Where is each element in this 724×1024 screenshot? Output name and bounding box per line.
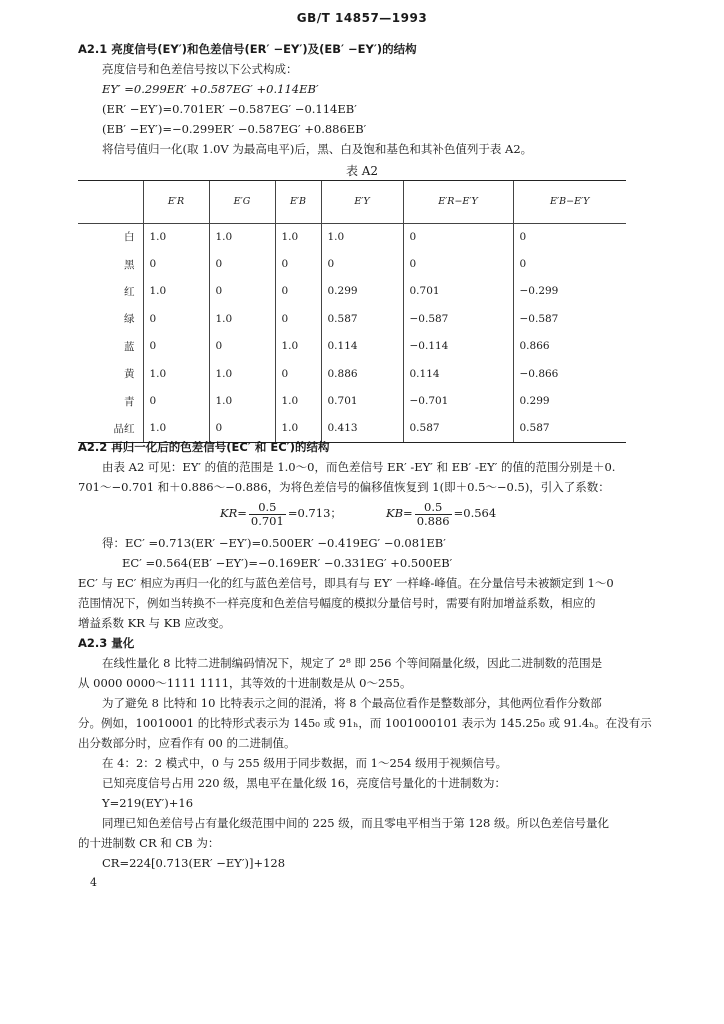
table-row [78,278,626,305]
section-a23-p6: 在 4：2：2 模式中，0 与 255 级用于同步数据，而 1～254 级用于视频信号。 [102,756,508,770]
formula-eb-ey: (EB′ −EY′)=−0.299ER′ −0.587EG′ +0.886EB′ [102,122,367,136]
table-row [78,387,626,414]
table-cell: 1.0 [275,223,321,250]
table-cell: −0.701 [403,387,513,414]
formula-cr: CR=224[0.713(ER′ −EY′)]+128 [102,856,286,870]
row-label: 黄 [124,368,135,381]
section-a21-intro: 亮度信号和色差信号按以下公式构成： [102,62,298,76]
row-label: 蓝 [124,340,135,353]
section-a23-p8: 同理已知色差信号占有量化级范围中间的 225 级，而且零电平相当于第 128 级。所以色差信号量化 [102,816,610,830]
table-header-row [78,181,626,223]
table-cell: 0 [275,278,321,305]
table-cell: −0.587 [403,305,513,332]
section-a21-note: 将信号值归一化(取 1.0V 为最高电平)后，黑、白及饱和基色和其补色值列于表 A2。 [102,142,533,156]
table-cell: 0.886 [321,360,403,387]
section-a22-p1: 由表 A2 可见：EY′ 的值的范围是 1.0～0，而色差信号 ER′ -EY′ 和 EB′ -EY′ 的值的范围分别是＋0. [102,460,616,474]
page-number: 4 [90,876,97,889]
kb-label: KB= [386,506,413,520]
page-header: GB/T 14857—1993 [296,11,428,25]
table-cell: 1.0 [209,305,275,332]
formula-y: Y=219(EY′)+16 [102,796,194,810]
table-cell: 0 [403,223,513,250]
kb-denominator: 0.886 [416,513,450,528]
section-a23-p9: 的十进制数 CR 和 CB 为： [78,836,220,850]
table-cell: 0 [275,360,321,387]
table-cell: 1.0 [143,223,209,250]
table-row [78,415,626,442]
table-cell: 0 [209,333,275,360]
row-label: 青 [124,395,135,408]
section-a22-p5: 增益系数 KR 与 KB 应改变。 [78,616,231,630]
table-cell: 1.0 [321,223,403,250]
kr-fraction [249,501,286,528]
table-cell: 0 [143,305,209,332]
kr-value: =0.713； [287,506,342,520]
header-cell: E′R [143,181,209,223]
formula-ec-red: 得：EC′ =0.713(ER′ −EY′)=0.500ER′ −0.419EG′ −0.081EB′ [102,536,446,550]
table-cell: 0 [209,415,275,442]
table-cell: 0 [275,305,321,332]
table-cell: 0.866 [513,333,626,360]
table-cell: 0.701 [321,387,403,414]
kr-numerator: 0.5 [249,501,286,515]
header-cell: E′B−E′Y [513,181,626,223]
section-a23-p7: 已知亮度信号占用 220 级，黑电平在量化级 16，亮度信号量化的十进制数为： [102,776,507,790]
table-cell: 0 [403,250,513,277]
table-row [78,305,626,332]
section-a23-p3: 为了避免 8 比特和 10 比特表示之间的混淆，将 8 个最高位看作是整数部分，其他两位看作分数部 [102,696,602,710]
table-cell: 0.413 [321,415,403,442]
kb-fraction [415,501,452,528]
table-cell: 0.587 [321,305,403,332]
row-label: 绿 [124,313,135,326]
table-cell: 1.0 [143,415,209,442]
header-cell: E′R−E′Y [403,181,513,223]
row-label: 品红 [113,422,135,435]
table-cell: 0.114 [321,333,403,360]
table-cell: −0.299 [513,278,626,305]
table-cell: 0.299 [321,278,403,305]
formula-ey: EY′ =0.299ER′ +0.587EG′ +0.114EB′ [102,82,319,96]
table-cell: 0 [209,278,275,305]
header-cell: E′B [275,181,321,223]
table-row [78,360,626,387]
table-cell: −0.114 [403,333,513,360]
section-a23-p2: 从 0000 0000～1111 1111，其等效的十进制数是从 0～255。 [78,676,412,690]
section-a23-p5: 出分数部分时，应看作有 00 的二进制值。 [78,736,296,750]
table-cell: 0 [321,250,403,277]
table-cell: 0 [143,333,209,360]
row-label: 白 [124,231,135,244]
table-cell: 1.0 [143,360,209,387]
kb-numerator: 0.5 [415,501,452,515]
formula-er-ey: (ER′ −EY′)=0.701ER′ −0.587EG′ −0.114EB′ [102,102,357,116]
table-cell: 0 [209,250,275,277]
kr-denominator: 0.701 [250,513,284,528]
header-cell: E′G [209,181,275,223]
table-cell: 1.0 [209,223,275,250]
table-cell: −0.587 [513,305,626,332]
table-cell: 1.0 [209,387,275,414]
table-a2 [78,180,626,443]
section-a22-p2: 701～−0.701 和＋0.886～−0.886，为将色差信号的偏移值恢复到 1(即＋0.5～−0.5)，引入了系数： [78,480,610,494]
row-label: 黑 [124,258,135,271]
table-cell: 1.0 [209,360,275,387]
table-cell: −0.866 [513,360,626,387]
section-a22-p3: EC′ 与 EC′ 相应为再归一化的红与蓝色差信号，即具有与 EY′ 一样峰-峰值。在分量信号未被额定到 1～0 [78,576,614,590]
section-a22-p4: 范围情况下，例如当转换不一样亮度和色差信号幅度的模拟分量信号时，需要有附加增益系数，相应的 [78,596,596,610]
formula-ec-blue: EC′ =0.564(EB′ −EY′)=−0.169ER′ −0.331EG′ +0.500EB′ [122,556,453,570]
kb-value: =0.564 [453,506,497,520]
section-a23-p1: 在线性量化 8 比特二进制编码情况下，规定了 2⁸ 即 256 个等间隔量化级，因此二进制数的范围是 [102,656,603,670]
table-cell: 1.0 [143,278,209,305]
table-cell: 0.587 [513,415,626,442]
table-cell: 0.701 [403,278,513,305]
table-title: 表 A2 [345,164,379,178]
table-cell: 0 [513,223,626,250]
kr-formula [220,499,342,528]
table-cell: 1.0 [275,333,321,360]
table-cell: 0 [275,250,321,277]
table-row [78,223,626,250]
section-a21-heading: A2.1 亮度信号(EY′)和色差信号(ER′ −EY′)及(EB′ −EY′)的结构 [78,42,417,56]
table-cell: 0 [143,250,209,277]
header-cell: E′Y [321,181,403,223]
table-cell: 0.587 [403,415,513,442]
section-a23-p4: 分。例如，10010001 的比特形式表示为 145₀ 或 91ₕ，而 1001000101 表示为 145.25₀ 或 91.4ₕ。在没有示 [78,716,652,730]
table-cell: 0.114 [403,360,513,387]
kb-formula [386,499,496,528]
table-row [78,250,626,277]
table-cell: 1.0 [275,387,321,414]
row-label: 红 [124,285,135,298]
table-cell: 0.299 [513,387,626,414]
kr-label: KR= [220,506,247,520]
table-row [78,333,626,360]
table-cell: 0 [143,387,209,414]
table-cell: 1.0 [275,415,321,442]
section-a22-heading: A2.2 再归一化后的色差信号(EC′ 和 EC′)的结构 [78,440,330,454]
table-cell: 0 [513,250,626,277]
header-cell [78,181,143,223]
section-a23-heading: A2.3 量化 [78,636,135,650]
